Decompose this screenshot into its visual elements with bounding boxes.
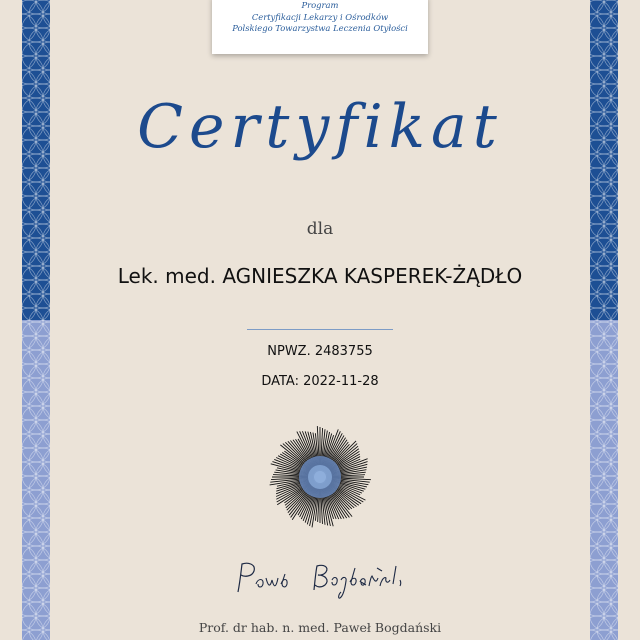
certificate-date: DATA: 2022-11-28 bbox=[261, 374, 379, 389]
signer-name: Prof. dr hab. n. med. Paweł Bogdański bbox=[198, 620, 442, 635]
npwz-number: NPWZ. 2483755 bbox=[267, 344, 373, 359]
certificate-title: Certyfikat bbox=[137, 92, 503, 162]
program-line-2: Certyfikacji Lekarzy i Ośrodków bbox=[251, 11, 389, 22]
program-line-1: Program bbox=[301, 0, 339, 10]
program-header-card bbox=[212, 0, 428, 54]
divider-line bbox=[247, 329, 393, 330]
starburst-seal-icon bbox=[268, 425, 372, 529]
for-label: dla bbox=[306, 219, 334, 239]
recipient-name: Lek. med. AGNIESZKA KASPEREK-ŻĄDŁO bbox=[117, 264, 523, 288]
handwritten-signature bbox=[228, 554, 418, 602]
program-line-3: Polskiego Towarzystwa Leczenia Otyłości bbox=[232, 23, 408, 33]
